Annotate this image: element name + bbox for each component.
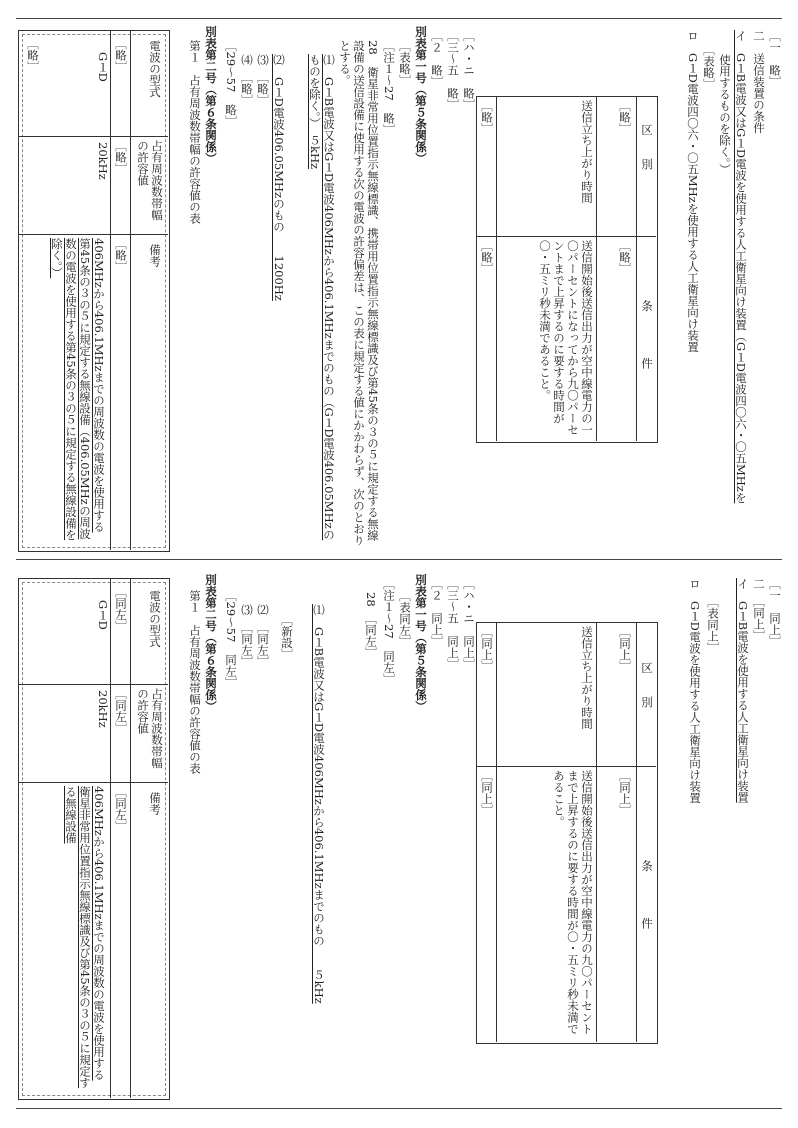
note-1-27: ［注１～27 略］ xyxy=(382,40,396,136)
table-cell: ［略］ xyxy=(618,240,632,275)
table-cell: 送信立ち上がり時間 xyxy=(580,626,594,730)
table-cell: 406MHzから406.1MHzまでの周波数の電波を使用する衛星非常用位置指示無線標識及び第45条の３の５に規定する無線設備 xyxy=(64,786,106,1089)
note-29-57: ［29～57 略］ xyxy=(224,40,238,127)
table-cell: 20kHz xyxy=(96,142,110,180)
table-cell: 送信立ち上がり時間 xyxy=(580,100,594,204)
table-header-condition: 条 件 xyxy=(640,300,654,369)
appendix-2-sub: 第１ 占有周波数帯幅の許容値の表 xyxy=(188,40,202,224)
table-cell: ［略］ xyxy=(26,38,40,73)
table-header-bandwidth: 占有周波数帯幅の許容値 xyxy=(136,688,164,769)
table-col-line xyxy=(130,578,131,1098)
table-header-category: 区 別 xyxy=(640,662,654,708)
item-i-cont: 使用するものを除く。） xyxy=(718,54,732,175)
item-2: ［２ 同上］ xyxy=(430,578,444,647)
table-col-line xyxy=(596,96,597,441)
table-cell: ［略］ xyxy=(114,38,128,73)
table-cell: 送信開始後送信出力が空中線電力の九〇パーセントまで上昇するのに要する時間が〇・五ミリ秒未満であること。 xyxy=(552,770,594,1035)
heading-2: 二 送信装置の条件 xyxy=(752,30,766,134)
note-28-4: ⑷ ［略］ xyxy=(240,54,254,106)
item-ha-ni: ［ハ・ニ 同上］ xyxy=(462,578,476,670)
note-1-27: ［注１～27 同左］ xyxy=(382,578,396,685)
item-3-5: ［三～五 略］ xyxy=(446,30,460,111)
table-header-remarks: 備考 xyxy=(148,244,162,267)
table-col-line xyxy=(496,96,497,441)
note-28-2: ⑵ ［同左］ xyxy=(256,604,270,668)
table-header-bandwidth: 占有周波数帯幅の許容値 xyxy=(136,140,164,221)
item-2: ［２ 略］ xyxy=(430,30,444,88)
item-ro: ロ G１D電波を使用する人工衛星向け装置 xyxy=(688,578,702,804)
table-cell: ［同左］ xyxy=(114,586,128,632)
bottom-rule xyxy=(16,1108,782,1109)
note-28-2: ⑵ G１D電波406.05MHzのもの 1200Hz xyxy=(272,54,286,301)
note-28: 28 衛星非常用位置指示無線標識、携帯用位置指示無線標識及び第45条の３の５に規定する無線設備の送信設備に使用する次の電波の許容偏差は、この表に規定する値にかかわらず、次のとおりとする。 xyxy=(338,40,380,546)
table-cell: ［同左］ xyxy=(114,786,128,832)
table-cell: ［略］ xyxy=(114,238,128,273)
heading-1: ［一 同上］ xyxy=(768,578,782,647)
table-cell: 送信開始後送信出力が空中線電力の一〇パーセントになってから九〇パーセントまで上昇するのに要する時間が〇・五ミリ秒未満であること。 xyxy=(538,240,594,436)
table-same: ［表同上］ xyxy=(706,596,720,654)
table-row-line xyxy=(18,136,168,137)
appendix-1-table: ［表略］ xyxy=(398,40,412,86)
table-cell: ［同上］ xyxy=(480,770,494,816)
table-cell: G１D xyxy=(96,600,110,630)
item-3-5: ［三～五 同上］ xyxy=(446,578,460,670)
item-ha-ni: ［ハ・ニ 略］ xyxy=(462,30,476,111)
note-new: ［新設］ xyxy=(280,614,294,660)
table-header-type: 電波の型式 xyxy=(148,590,162,648)
appendix-1-title: 別表第一号（第５条関係） xyxy=(414,26,428,164)
top-rule xyxy=(16,18,782,19)
table-omitted: ［表略］ xyxy=(702,44,716,90)
note-28-1: ⑴ G１B電波又はG１D電波406MHzから406.1MHzまでのもの（G１D電波406.05MHzのものを除く。） ５kHz xyxy=(308,54,336,541)
table-cell: ［略］ xyxy=(480,240,494,275)
heading-2: 二 ［同上］ xyxy=(752,578,766,642)
table-header-condition: 条 件 xyxy=(640,860,654,929)
middle-rule xyxy=(16,559,782,560)
table-col-line xyxy=(130,30,131,550)
appendix-2-title: 別表第二号（第６条関係） xyxy=(204,26,218,164)
table-cell: ［略］ xyxy=(114,140,128,175)
table-cell: ［同上］ xyxy=(480,626,494,672)
note-28-1: ⑴ G１B電波又はG１D電波406MHzから406.1MHzまでのもの ５kHz xyxy=(312,604,326,1004)
table-row-line xyxy=(476,236,656,237)
table-cell: ［略］ xyxy=(480,100,494,135)
table-row-line xyxy=(476,766,656,767)
note-28-3: ⑶ ［同左］ xyxy=(240,604,254,668)
table-cell: ［略］ xyxy=(618,100,632,135)
item-i: イ G１B電波を使用する人工衛星向け装置 xyxy=(736,578,750,803)
table-col-line xyxy=(636,622,637,1042)
table-row-line xyxy=(18,234,168,235)
note-28: 28 ［同左］ xyxy=(364,592,378,659)
table-header-remarks: 備考 xyxy=(148,792,162,815)
table-cell: ［同上］ xyxy=(618,626,632,672)
table-col-line xyxy=(636,96,637,441)
table-cell: 20kHz xyxy=(96,690,110,728)
table-cell: 406MHzから406.1MHzまでの周波数の電波を使用する第45条の３の５に規定する無線設備（406.05MHzの周波数の電波を使用する第45条の３の５に規定する無線設備を除く。） xyxy=(50,238,106,541)
item-i: イ G１B電波又はG１D電波を使用する人工衛星向け装置（G１D電波四〇六・〇五MHzを xyxy=(734,30,748,504)
appendix-2-sub: 第１ 占有周波数帯幅の許容値の表 xyxy=(188,590,202,774)
table-cell: ［同上］ xyxy=(618,770,632,816)
table-row-line xyxy=(18,684,168,685)
appendix-2-title: 別表第二号（第６条関係） xyxy=(204,574,218,712)
table-row-line xyxy=(18,782,168,783)
table-header-type: 電波の型式 xyxy=(148,40,162,98)
heading-1: ［一 略］ xyxy=(768,30,782,88)
table-cell: ［同左］ xyxy=(114,688,128,734)
table-col-line xyxy=(110,30,111,550)
note-28-3: ⑶ ［略］ xyxy=(256,54,270,106)
table-col-line xyxy=(496,622,497,1042)
table-header-category: 区 別 xyxy=(640,124,654,170)
appendix-1-title: 別表第一号（第５条関係） xyxy=(414,574,428,712)
table-cell: G１D xyxy=(96,52,110,82)
item-ro: ロ G１D電波四〇六・〇五MHzを使用する人工衛星向け装置 xyxy=(686,30,700,353)
table-col-line xyxy=(110,578,111,1098)
appendix-1-table: ［表同左］ xyxy=(398,590,412,648)
note-29-57: ［29～57 同左］ xyxy=(224,590,238,689)
table-col-line xyxy=(596,622,597,1042)
